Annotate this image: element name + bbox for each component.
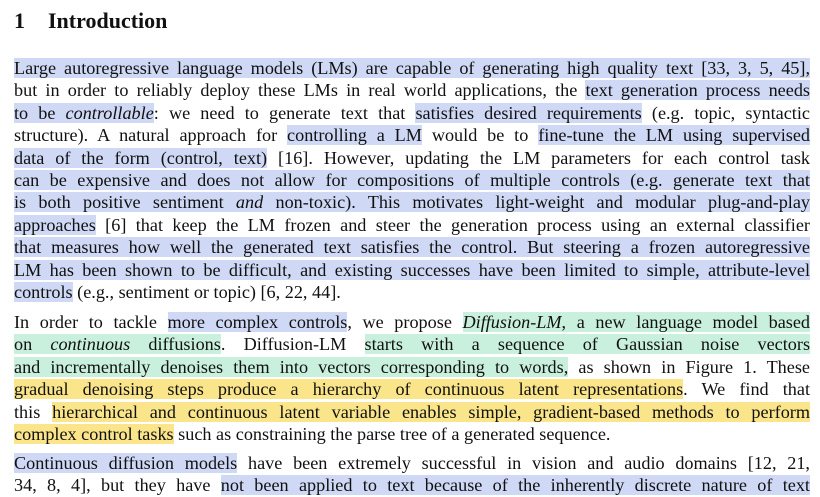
highlighted-text: satisfies desired requirements	[415, 102, 642, 123]
highlighted-text: not been applied to text because of the inherently discrete nature of text	[220, 475, 810, 496]
text-segment: (e.g. topic, syntactic	[641, 102, 810, 123]
text-segment: [6] that keep the LM frozen and steer the generation process using an external classifier	[95, 214, 810, 235]
highlighted-text: is both positive sentiment	[14, 192, 236, 213]
highlighted-text: gradual denoising steps produce a hierarchy of continuous latent representations	[14, 379, 684, 400]
highlighted-text: starts with a sequence of Gaussian noise vectors	[364, 334, 811, 355]
text-line	[14, 214, 810, 236]
highlighted-text: and	[235, 192, 264, 213]
text-segment: would be to	[421, 125, 539, 146]
paragraph-diffusion-lm-proposal	[14, 311, 810, 445]
text-segment: this	[14, 401, 53, 422]
highlighted-text: light-weight and modular plug-and-play	[495, 192, 811, 213]
text-line	[14, 356, 810, 378]
text-line	[14, 378, 810, 400]
text-line	[14, 311, 810, 333]
text-segment: . We find that	[683, 379, 810, 400]
text-segment: such as constraining the parse tree of a generated sequence.	[173, 423, 611, 444]
highlighted-text: Large autoregressive language models (LMs) are capable of generating high quality text [33, 3, 5, 45],	[14, 58, 810, 78]
text-line	[14, 281, 810, 303]
text-segment: . Diffusion-LM	[220, 334, 365, 355]
text-line	[14, 259, 810, 281]
highlighted-text: controllable	[65, 102, 154, 123]
highlighted-text: to be	[14, 102, 66, 123]
text-segment: as shown in Figure 1. These	[568, 356, 811, 377]
highlighted-text: on	[14, 334, 51, 355]
highlighted-text: Continuous diffusion models	[14, 453, 238, 473]
text-line	[14, 236, 810, 258]
section-heading	[14, 6, 167, 36]
highlighted-text: complex control tasks	[14, 423, 174, 444]
highlighted-text: , a new language model based	[561, 312, 811, 332]
highlighted-text: hierarchical and continuous latent variable enables simple, gradient-based methods to perform	[52, 401, 811, 422]
text-line	[14, 401, 810, 423]
highlighted-text: text generation process needs	[585, 80, 811, 101]
text-segment: 34, 8, 4], but they have	[14, 475, 221, 496]
section-number: 1	[14, 8, 25, 33]
highlighted-text: approaches	[14, 214, 96, 235]
text-line	[14, 191, 810, 213]
text-segment: structure). A natural approach for	[14, 125, 288, 146]
text-line	[14, 79, 810, 101]
text-line	[14, 102, 810, 124]
text-segment: , we propose	[347, 312, 463, 332]
highlighted-text: diffusions	[130, 334, 221, 355]
highlighted-text: can be expensive and does not allow for compositions of multiple controls (e.g. generate text that	[14, 169, 810, 190]
highlighted-text: and incrementally denoises them into vectors corresponding to words,	[14, 356, 569, 377]
highlighted-text: data of the form (control, text)	[14, 147, 268, 168]
paragraph-intro-motivation	[14, 57, 810, 303]
text-line	[14, 124, 810, 146]
text-segment: [16]. However, updating the LM parameters for each control task	[267, 147, 811, 168]
text-segment: : we need to generate text that	[153, 102, 416, 123]
text-line	[14, 333, 810, 355]
text-segment: In order to tackle	[14, 312, 168, 332]
highlighted-text: controls	[14, 281, 73, 302]
highlighted-text: controlling a LM	[287, 125, 422, 146]
text-line	[14, 169, 810, 191]
text-line	[14, 57, 810, 79]
highlighted-text: continuous	[50, 334, 131, 355]
highlighted-text: Diffusion-LM	[462, 312, 562, 332]
text-segment: have been extremely successful in vision and audio domains [12, 21,	[237, 453, 810, 473]
paragraph-continuous-diffusion	[14, 452, 810, 497]
text-line	[14, 423, 810, 445]
text-line	[14, 474, 810, 496]
highlighted-text: that measures how well the generated text satisfies the control. But steering a frozen autoregressive	[14, 237, 810, 258]
section-title: Introduction	[48, 8, 168, 33]
text-line	[14, 147, 810, 169]
highlighted-text: non-toxic). This motivates	[263, 192, 496, 213]
text-line	[14, 452, 810, 474]
highlighted-text: fine-tune the LM using supervised	[538, 125, 811, 146]
highlighted-text: LM has been shown to be difficult, and existing successes have been limited to simple, attribute-level	[14, 259, 810, 280]
text-segment: (e.g., sentiment or topic) [6, 22, 44].	[72, 281, 341, 302]
text-segment: but in order to reliably deploy these LMs in real world applications, the	[14, 80, 586, 101]
highlighted-text: more complex controls	[167, 312, 348, 332]
